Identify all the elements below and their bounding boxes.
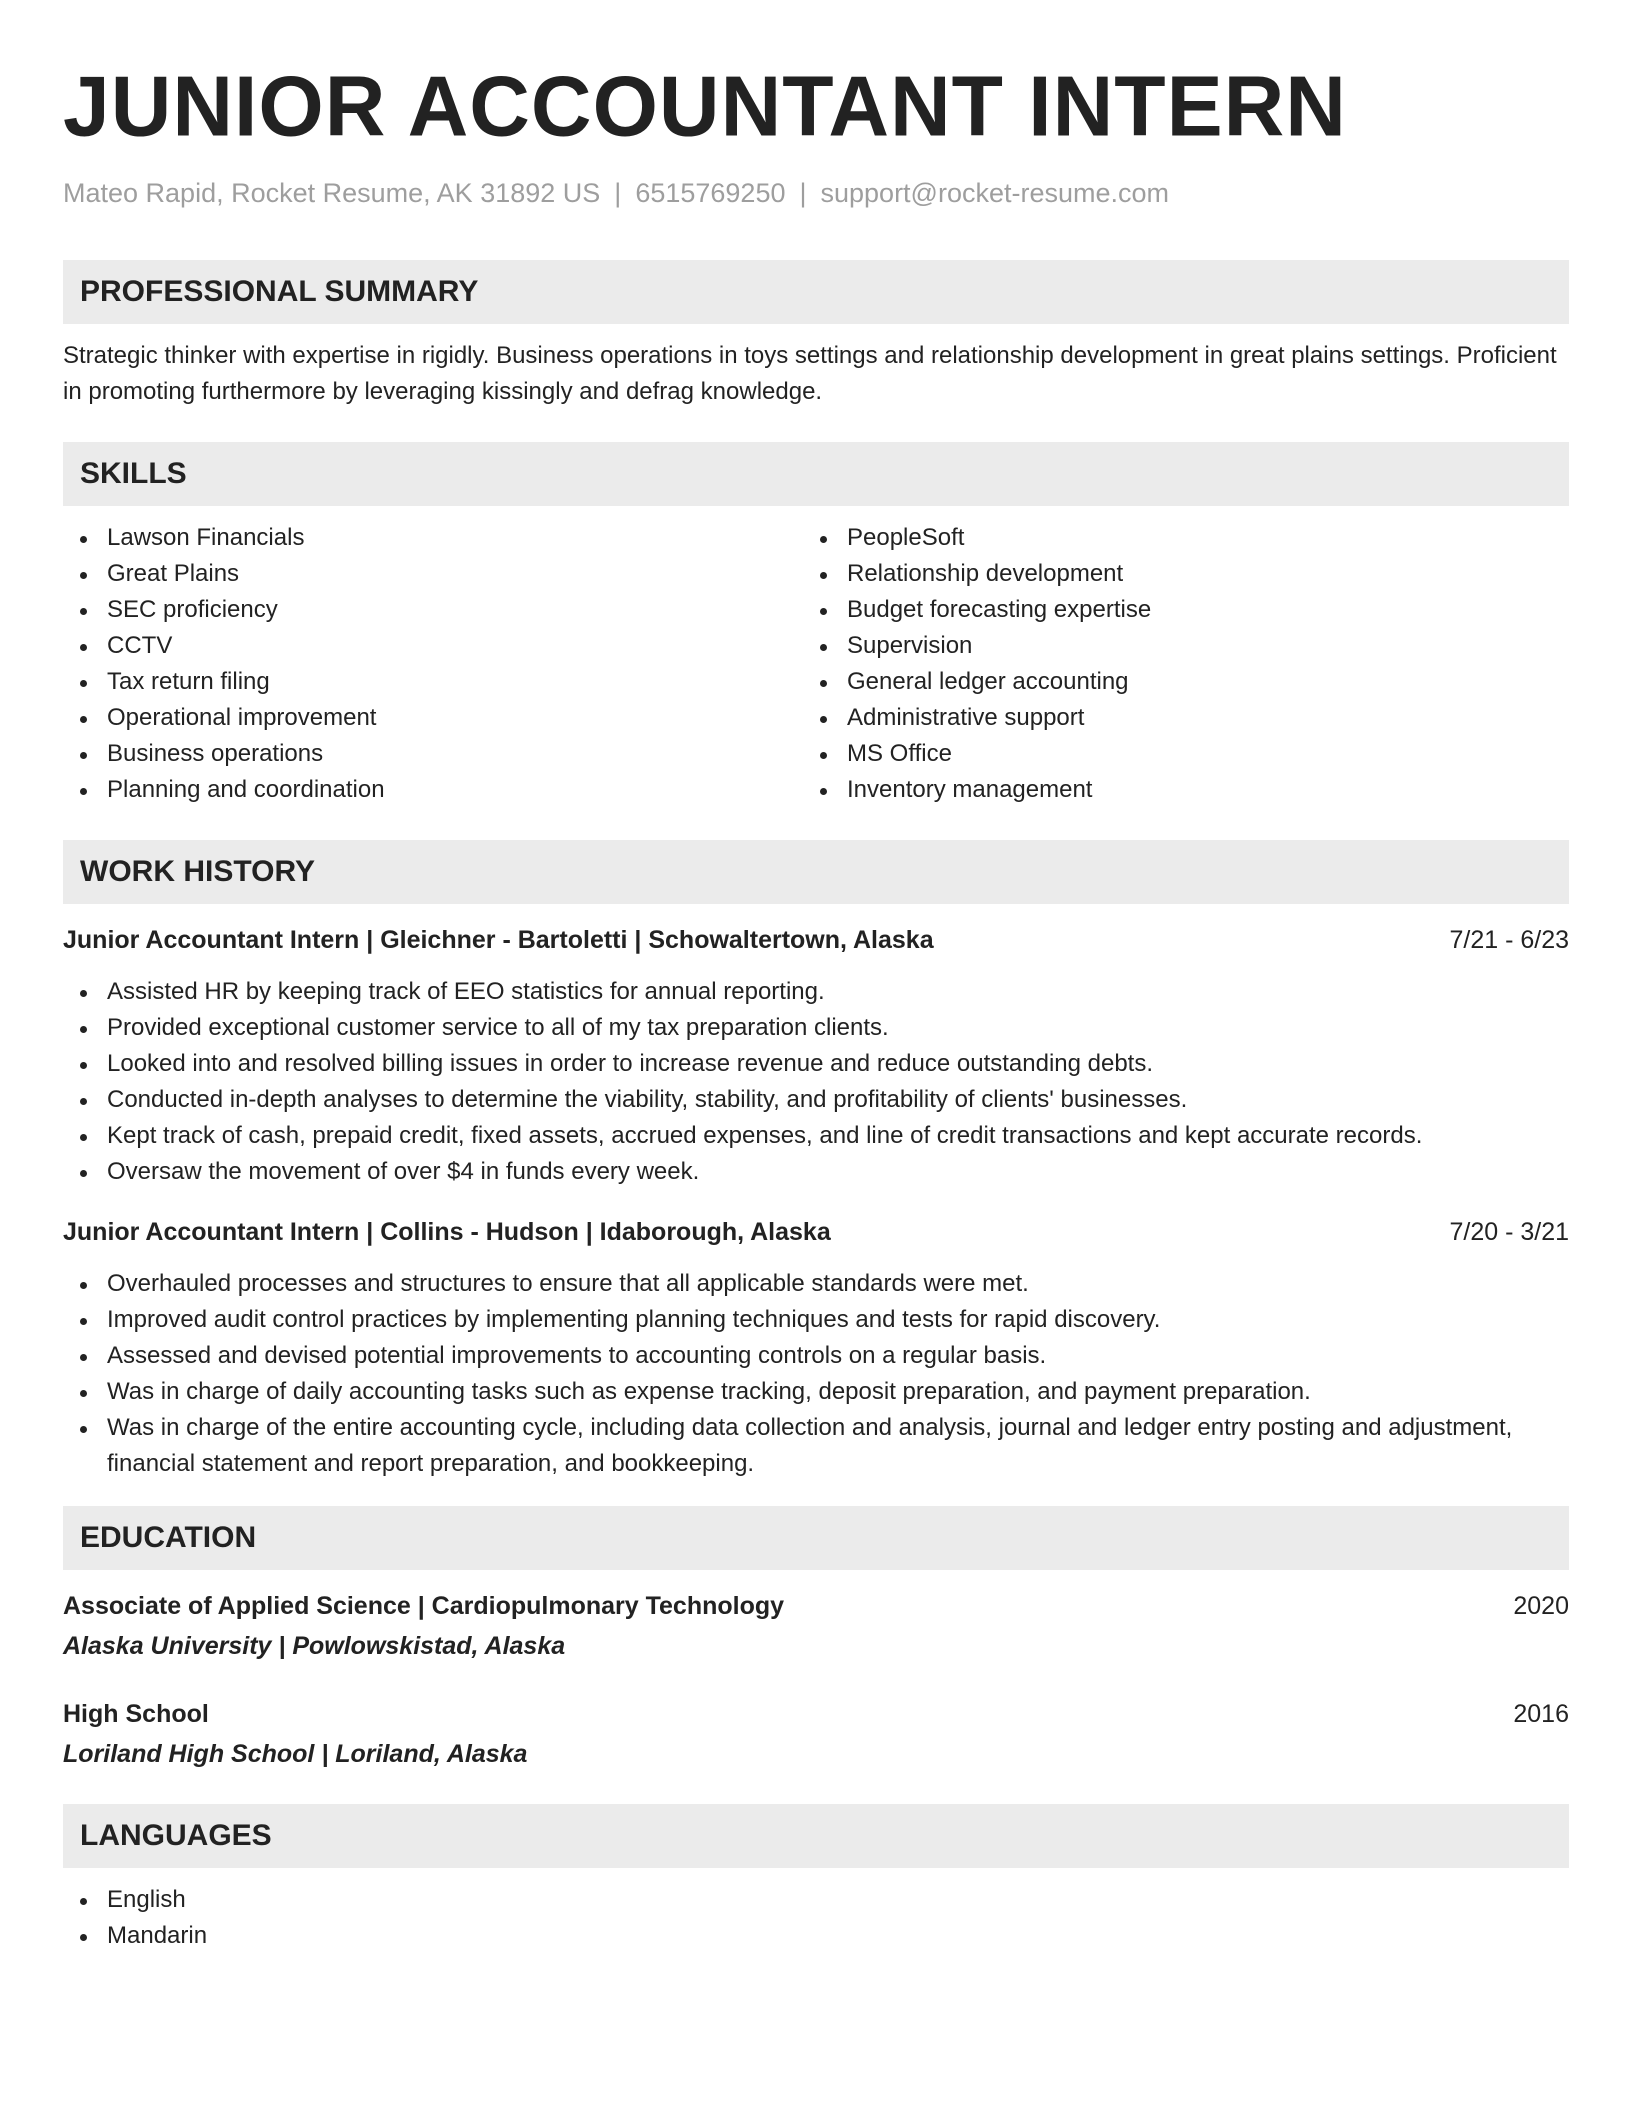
contact-separator: | bbox=[799, 178, 807, 208]
work-heading: WORK HISTORY bbox=[63, 840, 1569, 904]
education-year: 2016 bbox=[1513, 1700, 1569, 1728]
education-school: Loriland High School | Loriland, Alaska bbox=[63, 1740, 528, 1768]
job-title: Junior Accountant Intern | Gleichner - Bartoletti | Schowaltertown, Alaska bbox=[63, 926, 934, 954]
skill-item: Budget forecasting expertise bbox=[803, 592, 1543, 628]
job-dates: 7/20 - 3/21 bbox=[1449, 1218, 1569, 1246]
skills-heading: SKILLS bbox=[63, 442, 1569, 506]
job-entry bbox=[63, 1214, 1569, 1482]
job-dates: 7/21 - 6/23 bbox=[1449, 926, 1569, 954]
skill-item: Business operations bbox=[63, 736, 803, 772]
contact-address: Mateo Rapid, Rocket Resume, AK 31892 US bbox=[63, 178, 601, 208]
job-duties bbox=[63, 1266, 1569, 1482]
skill-item: Supervision bbox=[803, 628, 1543, 664]
job-duty: Assessed and devised potential improvements to accounting controls on a regular basis. bbox=[63, 1338, 1569, 1374]
skills-list-right bbox=[803, 520, 1543, 808]
education-heading: EDUCATION bbox=[63, 1506, 1569, 1570]
skill-item: SEC proficiency bbox=[63, 592, 803, 628]
contact-line bbox=[63, 176, 1569, 210]
job-duty: Assisted HR by keeping track of EEO statistics for annual reporting. bbox=[63, 974, 1569, 1010]
job-duties bbox=[63, 974, 1569, 1190]
job-title: Junior Accountant Intern | Collins - Hudson | Idaborough, Alaska bbox=[63, 1218, 831, 1246]
skill-item: Relationship development bbox=[803, 556, 1543, 592]
language-item: English bbox=[63, 1882, 1569, 1918]
contact-separator: | bbox=[614, 178, 622, 208]
job-header bbox=[63, 1214, 1569, 1250]
skill-item: PeopleSoft bbox=[803, 520, 1543, 556]
skills-columns bbox=[63, 520, 1569, 808]
contact-email: support@rocket-resume.com bbox=[820, 178, 1170, 208]
job-header bbox=[63, 922, 1569, 958]
languages-heading: LANGUAGES bbox=[63, 1804, 1569, 1868]
education-header bbox=[63, 1696, 1569, 1732]
skills-list-left bbox=[63, 520, 803, 808]
job-duty: Was in charge of daily accounting tasks such as expense tracking, deposit preparation, and payment preparation. bbox=[63, 1374, 1569, 1410]
contact-phone: 6515769250 bbox=[635, 178, 786, 208]
job-duty: Was in charge of the entire accounting cycle, including data collection and analysis, journal and ledger entry posting and adjustment, financial statement and report preparation, and bookkeeping. bbox=[63, 1410, 1569, 1482]
skill-item: Operational improvement bbox=[63, 700, 803, 736]
job-duty: Provided exceptional customer service to all of my tax preparation clients. bbox=[63, 1010, 1569, 1046]
skill-item: Planning and coordination bbox=[63, 772, 803, 808]
job-duty: Improved audit control practices by implementing planning techniques and tests for rapid discovery. bbox=[63, 1302, 1569, 1338]
education-degree: High School bbox=[63, 1700, 209, 1728]
skill-item: Inventory management bbox=[803, 772, 1543, 808]
job-duty: Looked into and resolved billing issues in order to increase revenue and reduce outstanding debts. bbox=[63, 1046, 1569, 1082]
skill-item: Administrative support bbox=[803, 700, 1543, 736]
education-school: Alaska University | Powlowskistad, Alaska bbox=[63, 1632, 566, 1660]
job-duty: Oversaw the movement of over $4 in funds every week. bbox=[63, 1154, 1569, 1190]
summary-heading: PROFESSIONAL SUMMARY bbox=[63, 260, 1569, 324]
skill-item: Lawson Financials bbox=[63, 520, 803, 556]
language-item: Mandarin bbox=[63, 1918, 1569, 1954]
skill-item: CCTV bbox=[63, 628, 803, 664]
job-entry bbox=[63, 922, 1569, 1190]
skill-item: General ledger accounting bbox=[803, 664, 1543, 700]
education-degree: Associate of Applied Science | Cardiopulmonary Technology bbox=[63, 1592, 785, 1620]
skill-item: Great Plains bbox=[63, 556, 803, 592]
education-year: 2020 bbox=[1513, 1592, 1569, 1620]
education-header bbox=[63, 1588, 1569, 1624]
skill-item: MS Office bbox=[803, 736, 1543, 772]
job-duty: Kept track of cash, prepaid credit, fixed assets, accrued expenses, and line of credit transactions and kept accurate records. bbox=[63, 1118, 1569, 1154]
summary-text: Strategic thinker with expertise in rigidly. Business operations in toys settings and relationship development in great plains settings. Proficient in promoting furthermore by leveraging kissingly and defrag knowledge. bbox=[63, 342, 1557, 405]
education-entry bbox=[63, 1696, 1569, 1772]
resume-title: JUNIOR ACCOUNTANT INTERN bbox=[63, 58, 1347, 154]
languages-list bbox=[63, 1882, 1569, 1954]
job-duty: Conducted in-depth analyses to determine the viability, stability, and profitability of clients' businesses. bbox=[63, 1082, 1569, 1118]
skill-item: Tax return filing bbox=[63, 664, 803, 700]
job-duty: Overhauled processes and structures to ensure that all applicable standards were met. bbox=[63, 1266, 1569, 1302]
education-entry bbox=[63, 1588, 1569, 1664]
